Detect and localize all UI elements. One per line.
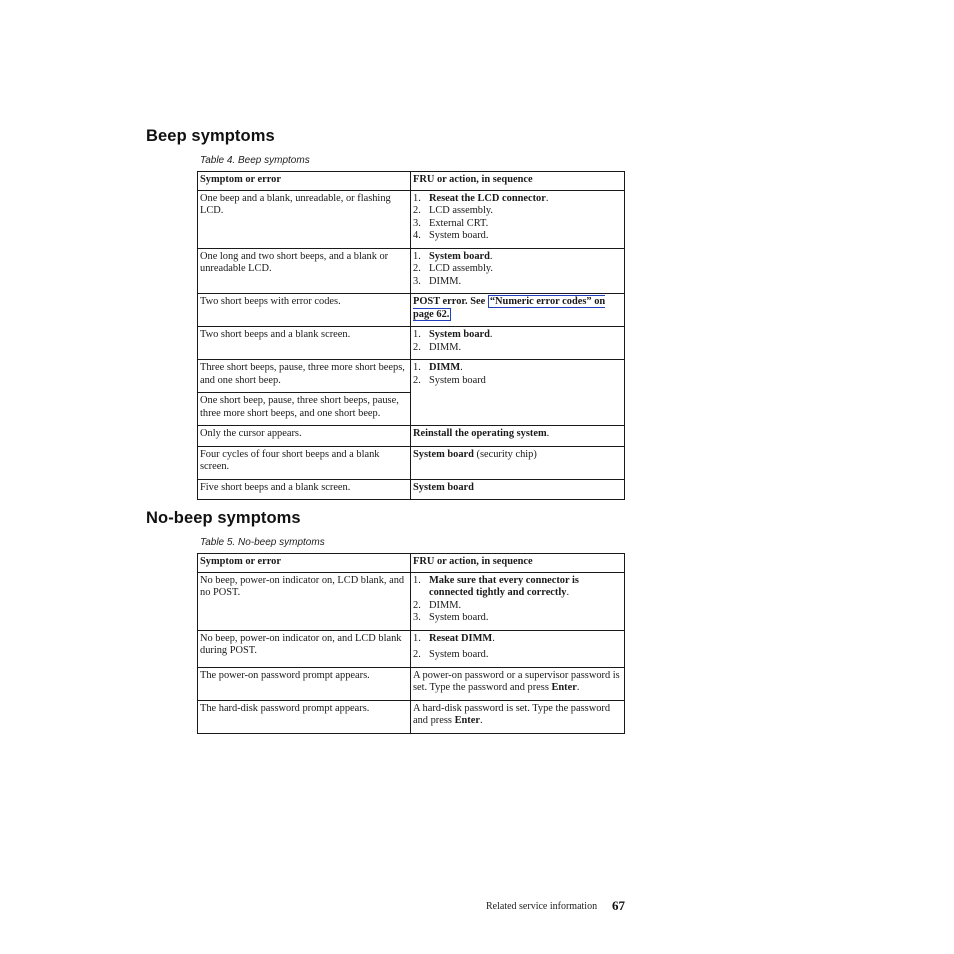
symptom-cell: No beep, power-on indicator on, and LCD blank during POST. (198, 630, 411, 667)
action-bold-text: Make sure that every connector is connected tightly and correctly (429, 574, 579, 598)
table-header-row (198, 172, 625, 191)
punctuation: . (489, 329, 493, 340)
step-number: 1. (413, 250, 421, 262)
step-number: 2. (413, 599, 421, 611)
section-heading-beep: Beep symptoms (146, 127, 275, 145)
action-cell (411, 294, 625, 327)
action-text: (security chip) (473, 448, 537, 460)
action-bold-text: POST error. See (413, 296, 488, 307)
action-text: A hard-disk password is set. Type the password and press (413, 702, 611, 726)
table-row (198, 426, 625, 447)
step-number: 1. (413, 574, 421, 586)
action-text: DIMM. (429, 599, 462, 611)
action-text: LCD assembly. (429, 205, 493, 216)
step-number: 2. (413, 649, 421, 660)
punctuation: . (566, 587, 570, 598)
symptom-cell: Two short beeps and a blank screen. (198, 327, 411, 360)
action-cell (411, 479, 625, 500)
table-row (198, 572, 625, 630)
action-text: DIMM. (429, 341, 462, 353)
numeric-error-codes-link[interactable]: “Numeric error codes” on page 62. (413, 296, 606, 320)
action-bold-text: Reinstall the operating system (413, 428, 547, 439)
step-number: 1. (413, 362, 421, 373)
beep-symptoms-table (197, 171, 625, 500)
table-row (198, 700, 625, 733)
action-list (413, 575, 621, 625)
symptom-cell: Four cycles of four short beeps and a blank screen. (198, 446, 411, 479)
action-cell (411, 360, 625, 426)
action-text: DIMM. (429, 275, 462, 287)
table-row (198, 630, 625, 667)
list-item (413, 362, 621, 375)
no-beep-symptoms-table (197, 553, 625, 734)
symptom-cell: Two short beeps with error codes. (198, 294, 411, 327)
list-item (413, 649, 621, 662)
action-text: System board. (429, 612, 489, 623)
symptom-cell: One beep and a blank, unreadable, or flashing LCD. (198, 190, 411, 248)
punctuation: . (479, 715, 483, 726)
table-row (198, 479, 625, 500)
list-item (413, 230, 621, 243)
step-number: 3. (413, 275, 421, 287)
table-header-row (198, 554, 625, 573)
action-cell (411, 190, 625, 248)
page-number: 67 (612, 898, 625, 913)
action-list (413, 193, 621, 243)
step-number: 2. (413, 263, 421, 274)
enter-key-label: Enter (454, 715, 480, 726)
list-item (413, 575, 621, 600)
symptom-cell: One long and two short beeps, and a blank or unreadable LCD. (198, 248, 411, 294)
action-bold-text: Reseat DIMM (429, 632, 493, 644)
symptom-cell: No beep, power-on indicator on, LCD blank, and no POST. (198, 572, 411, 630)
punctuation: . (489, 250, 493, 262)
action-text: LCD assembly. (429, 263, 493, 274)
list-item (413, 329, 621, 342)
action-text: System board. (429, 649, 489, 660)
step-number: 1. (413, 192, 421, 204)
step-number: 3. (413, 217, 421, 229)
action-list (413, 329, 621, 354)
step-number: 2. (413, 205, 421, 216)
punctuation: . (492, 632, 495, 644)
symptom-cell: One short beep, pause, three short beeps, pause, three more short beeps, and one short beep. (198, 393, 411, 426)
list-item (413, 276, 621, 289)
punctuation: . (460, 362, 463, 373)
step-number: 4. (413, 230, 421, 241)
section-heading-no-beep: No-beep symptoms (146, 509, 301, 527)
list-item (413, 218, 621, 231)
step-number: 3. (413, 612, 421, 623)
symptom-cell: Five short beeps and a blank screen. (198, 479, 411, 500)
action-text: External CRT. (429, 217, 489, 229)
action-cell (411, 700, 625, 733)
column-header-action: FRU or action, in sequence (411, 172, 625, 191)
step-number: 1. (413, 329, 421, 340)
table-row (198, 327, 625, 360)
symptom-cell: The hard-disk password prompt appears. (198, 700, 411, 733)
list-item (413, 193, 621, 206)
action-text: A power-on password or a supervisor password is set. Type the password and press (413, 669, 620, 693)
action-cell (411, 327, 625, 360)
action-list (413, 362, 621, 387)
table-caption-no-beep: Table 5. No-beep symptoms (200, 537, 325, 548)
action-bold-text: System board (413, 448, 474, 460)
table-row (198, 667, 625, 700)
action-bold-text: Reseat the LCD connector (429, 192, 546, 204)
action-bold-text: DIMM (429, 362, 461, 373)
table-row (198, 360, 625, 393)
action-cell (411, 426, 625, 447)
list-item (413, 205, 621, 218)
list-item (413, 375, 621, 388)
table-row (198, 248, 625, 294)
action-cell (411, 248, 625, 294)
list-item (413, 263, 621, 276)
column-header-symptom: Symptom or error (198, 554, 411, 573)
step-number: 2. (413, 374, 421, 386)
list-item (413, 612, 621, 625)
table-row (198, 190, 625, 248)
symptom-cell: Only the cursor appears. (198, 426, 411, 447)
column-header-symptom: Symptom or error (198, 172, 411, 191)
action-list (413, 251, 621, 289)
action-bold-text: System board (429, 250, 490, 262)
punctuation: . (576, 682, 580, 693)
table-row (198, 294, 625, 327)
step-number: 1. (413, 632, 421, 644)
punctuation: . (545, 192, 549, 204)
table-caption-beep: Table 4. Beep symptoms (200, 155, 310, 166)
list-item (413, 251, 621, 264)
enter-key-label: Enter (551, 682, 577, 693)
page-footer (486, 898, 625, 913)
action-cell (411, 572, 625, 630)
symptom-cell: The power-on password prompt appears. (198, 667, 411, 700)
table-row (198, 446, 625, 479)
action-cell (411, 667, 625, 700)
column-header-action: FRU or action, in sequence (411, 554, 625, 573)
action-cell (411, 446, 625, 479)
action-cell (411, 630, 625, 667)
list-item (413, 342, 621, 355)
symptom-cell: Three short beeps, pause, three more short beeps, and one short beep. (198, 360, 411, 393)
list-item (413, 633, 621, 646)
action-text: System board (429, 374, 486, 386)
action-bold-text: System board (429, 329, 490, 340)
action-bold-text: System board (413, 481, 474, 493)
footer-section-title: Related service information (486, 901, 598, 912)
action-text: System board. (429, 230, 489, 241)
punctuation: . (546, 428, 550, 439)
action-list (413, 633, 621, 662)
list-item (413, 600, 621, 613)
step-number: 2. (413, 341, 421, 353)
